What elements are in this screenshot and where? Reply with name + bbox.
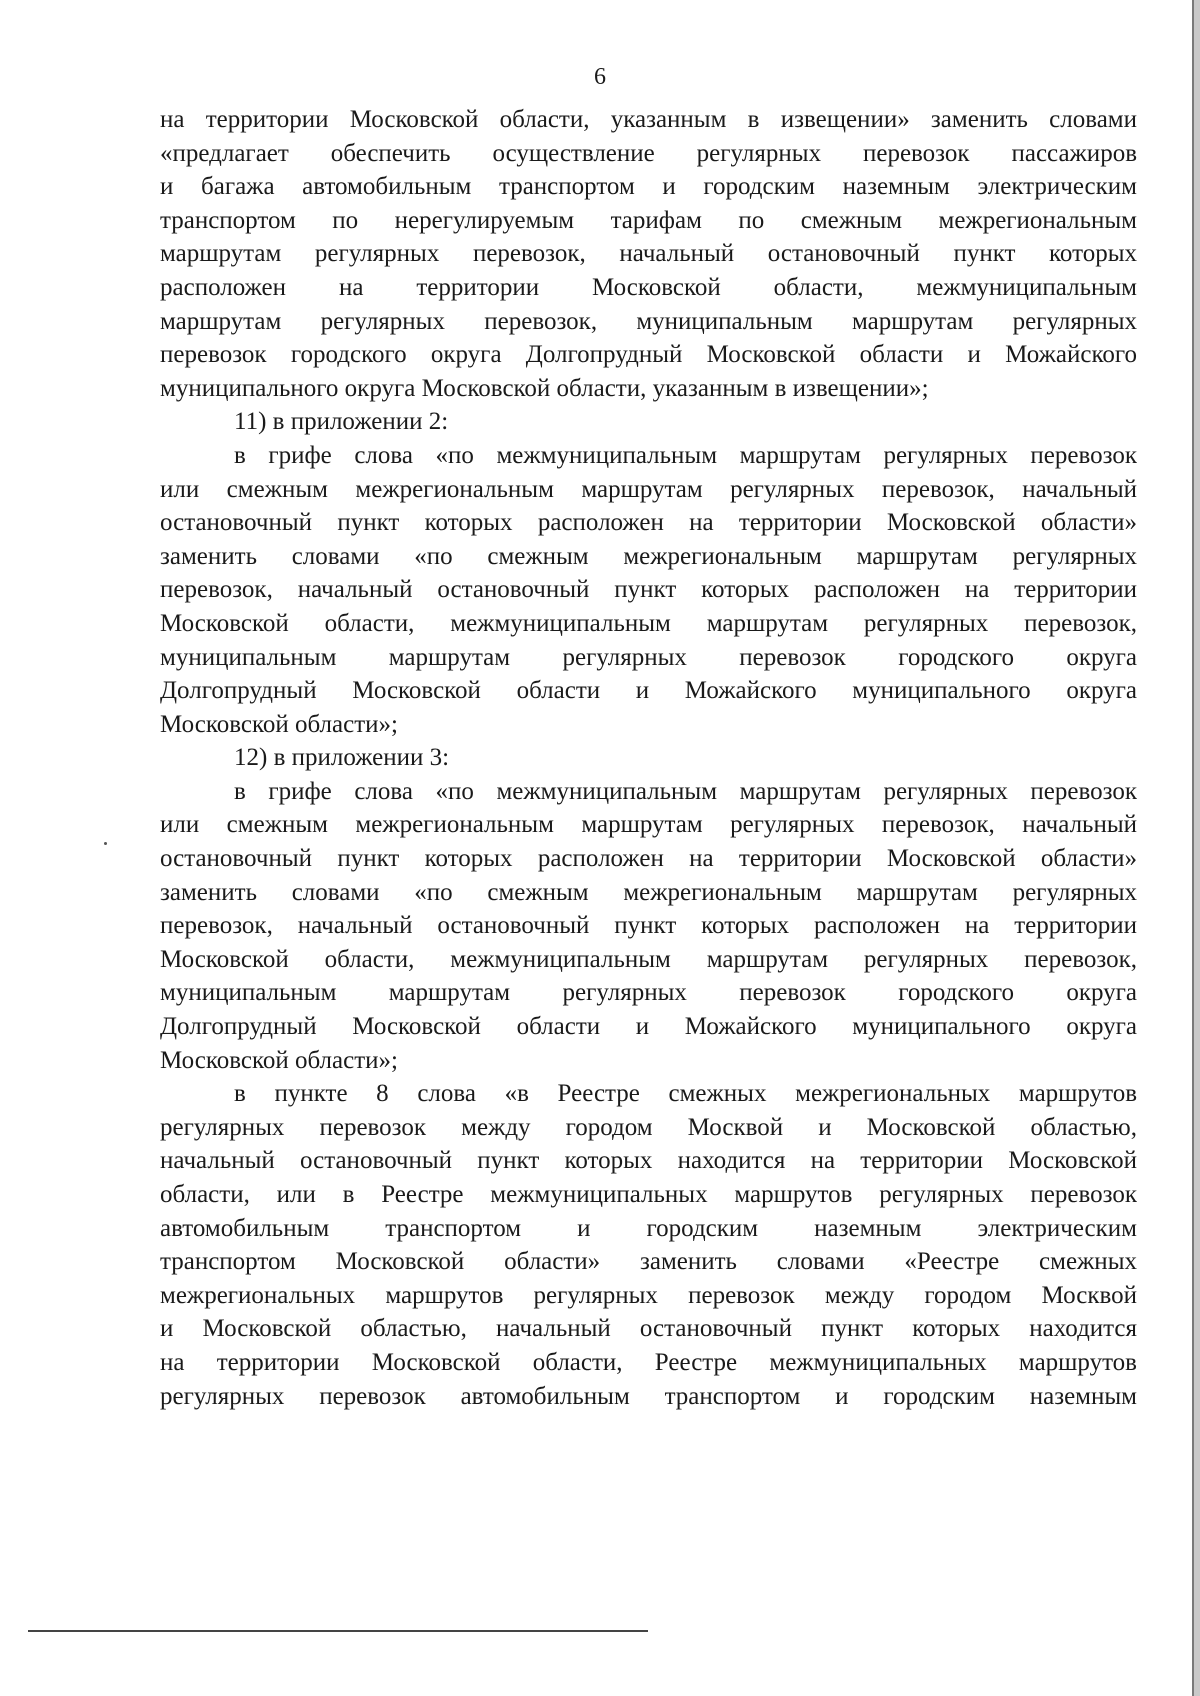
text-line: автомобильным транспортом и городским наземным электрическим — [160, 1214, 1137, 1242]
text-line: заменить словами «по смежным межрегиональным маршрутам регулярных — [160, 542, 1137, 570]
text-line: Московской области»; — [160, 1046, 398, 1074]
scan-bottom-edge-line — [28, 1630, 648, 1632]
text-line: на территории Московской области, Реестре межмуниципальных маршрутов — [160, 1348, 1137, 1376]
list-item-heading: 11) в приложении 2: — [234, 408, 449, 436]
scan-speck — [104, 842, 107, 845]
text-line: остановочный пункт которых расположен на территории Московской области» — [160, 845, 1137, 873]
page-number: 6 — [594, 64, 606, 90]
text-line: Московской области»; — [160, 710, 398, 738]
text-line: муниципальным маршрутам регулярных перевозок городского округа — [160, 979, 1137, 1007]
text-line: Московской области, межмуниципальным маршрутам регулярных перевозок, — [160, 945, 1137, 973]
text-line: маршрутам регулярных перевозок, муниципальным маршрутам регулярных — [160, 307, 1137, 335]
text-line: Долгопрудный Московской области и Можайского муниципального округа — [160, 677, 1137, 705]
text-line: в грифе слова «по межмуниципальным маршрутам регулярных перевозок — [234, 441, 1137, 469]
text-line: и багажа автомобильным транспортом и городским наземным электрическим — [160, 173, 1137, 201]
document-body — [160, 103, 1137, 1413]
text-line: или смежным межрегиональным маршрутам регулярных перевозок, начальный — [160, 475, 1137, 503]
text-line: маршрутам регулярных перевозок, начальный остановочный пункт которых — [160, 240, 1137, 268]
text-line: в грифе слова «по межмуниципальным маршрутам регулярных перевозок — [234, 777, 1137, 805]
text-line: перевозок, начальный остановочный пункт которых расположен на территории — [160, 576, 1137, 604]
text-line: расположен на территории Московской области, межмуниципальным — [160, 273, 1137, 301]
text-line: «предлагает обеспечить осуществление регулярных перевозок пассажиров — [160, 139, 1137, 167]
text-line: перевозок городского округа Долгопрудный Московской области и Можайского — [160, 341, 1137, 369]
text-line: остановочный пункт которых расположен на территории Московской области» — [160, 509, 1137, 537]
text-line: и Московской областью, начальный остановочный пункт которых находится — [160, 1315, 1137, 1343]
text-line: начальный остановочный пункт которых находится на территории Московской — [160, 1147, 1137, 1175]
text-line: в пункте 8 слова «в Реестре смежных межрегиональных маршрутов — [234, 1080, 1137, 1108]
text-line: на территории Московской области, указанным в извещении» заменить словами — [160, 106, 1137, 133]
list-item-heading: 12) в приложении 3: — [234, 744, 450, 772]
text-line: Московской области, межмуниципальным маршрутам регулярных перевозок, — [160, 609, 1137, 637]
text-line: перевозок, начальный остановочный пункт которых расположен на территории — [160, 912, 1137, 940]
text-line: муниципального округа Московской области, указанным в извещении»; — [160, 374, 929, 402]
text-line: или смежным межрегиональным маршрутам регулярных перевозок, начальный — [160, 811, 1137, 839]
text-line: межрегиональных маршрутов регулярных перевозок между городом Москвой — [160, 1281, 1137, 1309]
text-line: транспортом по нерегулируемым тарифам по смежным межрегиональным — [160, 206, 1137, 234]
text-line: регулярных перевозок между городом Москвой и Московской областью, — [160, 1113, 1137, 1141]
text-line: регулярных перевозок автомобильным транспортом и городским наземным — [160, 1382, 1137, 1410]
scan-right-edge — [1194, 0, 1200, 1696]
text-line: транспортом Московской области» заменить словами «Реестре смежных — [160, 1248, 1137, 1276]
text-line: области, или в Реестре межмуниципальных маршрутов регулярных перевозок — [160, 1181, 1137, 1208]
text-line: заменить словами «по смежным межрегиональным маршрутам регулярных — [160, 878, 1137, 906]
text-line: муниципальным маршрутам регулярных перевозок городского округа — [160, 643, 1137, 671]
scan-right-edge-line — [1192, 0, 1194, 1696]
text-line: Долгопрудный Московской области и Можайского муниципального округа — [160, 1013, 1137, 1041]
